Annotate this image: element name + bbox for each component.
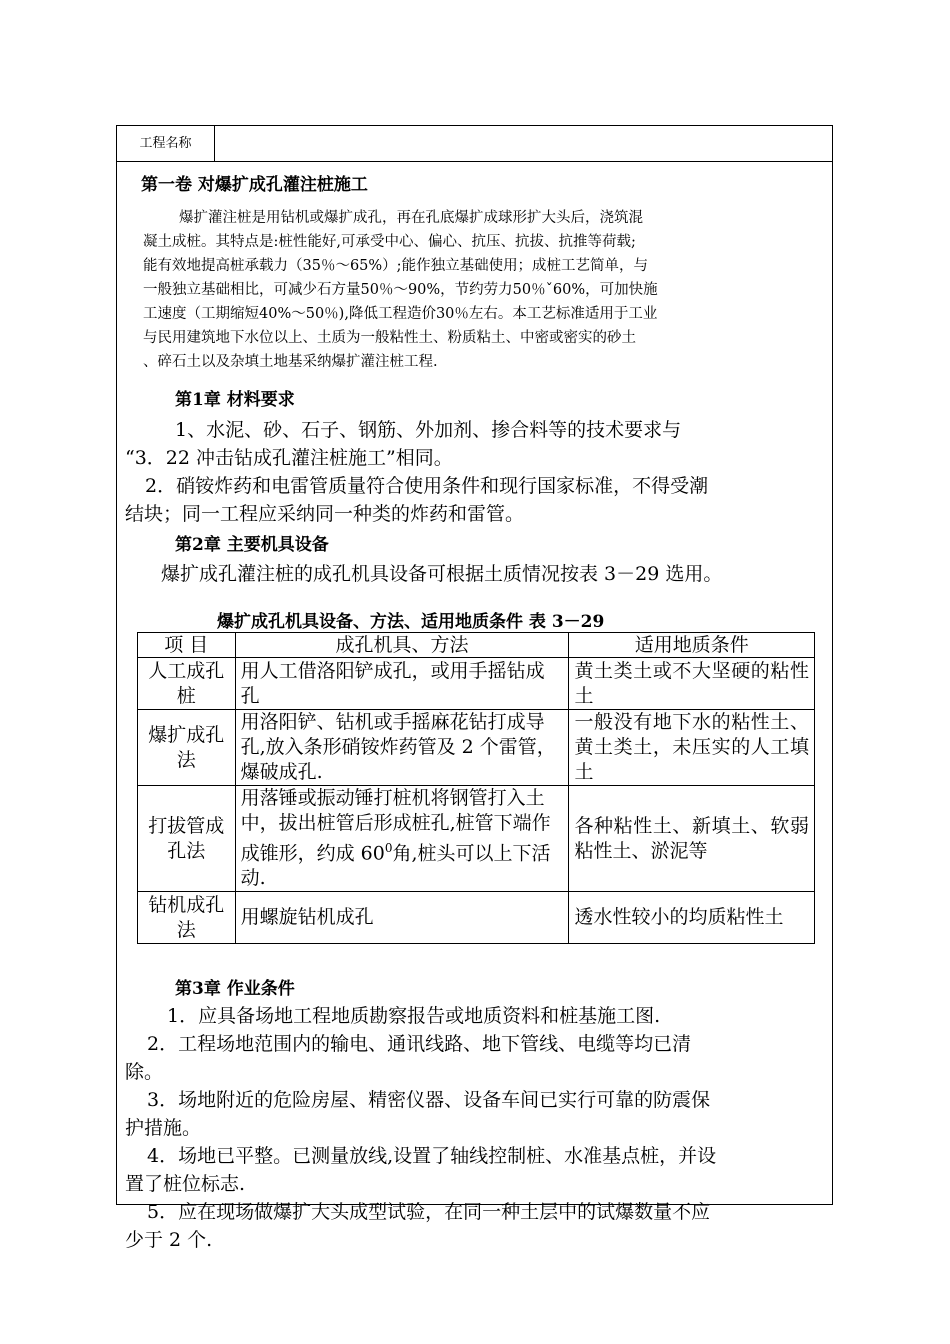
table-row [138, 786, 815, 892]
intro-line: 一般独立基础相比，可减少石方量50％～90%，节约劳力50％ˇ60%，可加快施 [143, 282, 658, 298]
chapter3-line: 3．场地附近的危险房屋、精密仪器、设备车间已实行可靠的防震保 [147, 1089, 711, 1111]
column-header-method: 成孔机具、方法 [235, 633, 569, 658]
chapter1-line: “3．22 冲击钻成孔灌注桩施工”相同。 [125, 447, 453, 469]
cell-geology: 一般没有地下水的粘性土、黄土类土，未压实的人工填土 [569, 710, 815, 786]
volume-title: 第一卷 对爆扩成孔灌注桩施工 [141, 175, 368, 195]
chapter1-line: 2．硝铵炸药和电雷管质量符合使用条件和现行国家标准，不得受潮 [145, 475, 709, 497]
cell-geology: 透水性较小的均质粘性土 [569, 892, 815, 944]
chapter3-title: 第3章 作业条件 [175, 979, 295, 999]
column-header-geology: 适用地质条件 [569, 633, 815, 658]
cell-geology: 各种粘性土、新填土、软弱粘性土、淤泥等 [569, 786, 815, 892]
document-frame [116, 125, 833, 1251]
header-row [117, 126, 832, 162]
cell-method [235, 786, 569, 892]
chapter3-line: 置了桩位标志. [125, 1173, 246, 1195]
cell-method: 用洛阳铲、钻机或手摇麻花钻打成导孔,放入条形硝铵炸药管及 2 个雷管，爆破成孔. [235, 710, 569, 786]
table-header-row [138, 633, 815, 658]
chapter3-line: 护措施。 [125, 1117, 202, 1139]
chapter2-line: 爆扩成孔灌注桩的成孔机具设备可根据土质情况按表 3－29 选用。 [161, 563, 723, 585]
chapter1-line: 1、水泥、砂、石子、钢筋、外加剂、掺合料等的技术要求与 [175, 419, 682, 441]
table-row [138, 658, 815, 710]
intro-line: 爆扩灌注桩是用钻机或爆扩成孔，再在孔底爆扩成球形扩大头后，浇筑混 [179, 210, 643, 226]
intro-line: 能有效地提高桩承载力（35％～65%）;能作独立基础使用；成桩工艺简单，与 [143, 258, 649, 274]
cell-item: 人工成孔桩 [138, 658, 236, 710]
table-row [138, 710, 815, 786]
cell-method-text: 角,桩头可以上下活动. [240, 842, 551, 890]
table-title: 爆扩成孔机具设备、方法、适用地质条件 表 3－29 [217, 612, 605, 632]
project-name-label: 工程名称 [117, 126, 215, 161]
chapter3-line: 除。 [125, 1061, 164, 1083]
cell-geology: 黄土类土或不大坚硬的粘性土 [569, 658, 815, 710]
chapter3-line: 4．场地已平整。已测量放线,设置了轴线控制桩、水准基点桩，并设 [147, 1145, 717, 1167]
chapter3-line: 少于 2 个. [125, 1229, 213, 1251]
intro-line: 凝土成桩。其特点是:桩性能好,可承受中心、偏心、抗压、抗拔、抗推等荷载; [143, 234, 636, 250]
intro-line: 与民用建筑地下水位以上、土质为一般粘性土、粉质粘土、中密或密实的砂土 [143, 330, 636, 346]
chapter3-line: 1．应具备场地工程地质勘察报告或地质资料和桩基施工图. [167, 1005, 661, 1027]
degree-superscript: 0 [384, 841, 393, 855]
cell-method: 用螺旋钻机成孔 [235, 892, 569, 944]
intro-line: 、碎石土以及杂填土地基采纳爆扩灌注桩工程. [143, 354, 438, 370]
cell-method-text: 用落锤或振动锤打桩机将钢管打入土中，拔出桩管后形成桩孔,桩管下端作成锥形，约成 60 [240, 787, 551, 865]
column-header-item: 项 目 [138, 633, 236, 658]
table-row [138, 892, 815, 944]
chapter3-line: 2．工程场地范围内的输电、通讯线路、地下管线、电缆等均已清 [147, 1033, 692, 1055]
intro-line: 工速度（工期缩短40%～50％),降低工程造价30％左右。本工艺标准适用于工业 [143, 306, 658, 322]
chapter3-line: 5．应在现场做爆扩大头成型试验，在同一种土层中的试爆数量不应 [147, 1201, 711, 1223]
chapter1-title: 第1章 材料要求 [175, 390, 295, 410]
cell-method: 用人工借洛阳铲成孔，或用手摇钻成孔 [235, 658, 569, 710]
chapter2-title: 第2章 主要机具设备 [175, 535, 329, 555]
cell-item: 爆扩成孔法 [138, 710, 236, 786]
chapter1-line: 结块；同一工程应采纳同一种类的炸药和雷管。 [125, 503, 525, 525]
cell-item: 钻机成孔法 [138, 892, 236, 944]
cell-item: 打拔管成孔法 [138, 786, 236, 892]
equipment-table [137, 632, 815, 944]
